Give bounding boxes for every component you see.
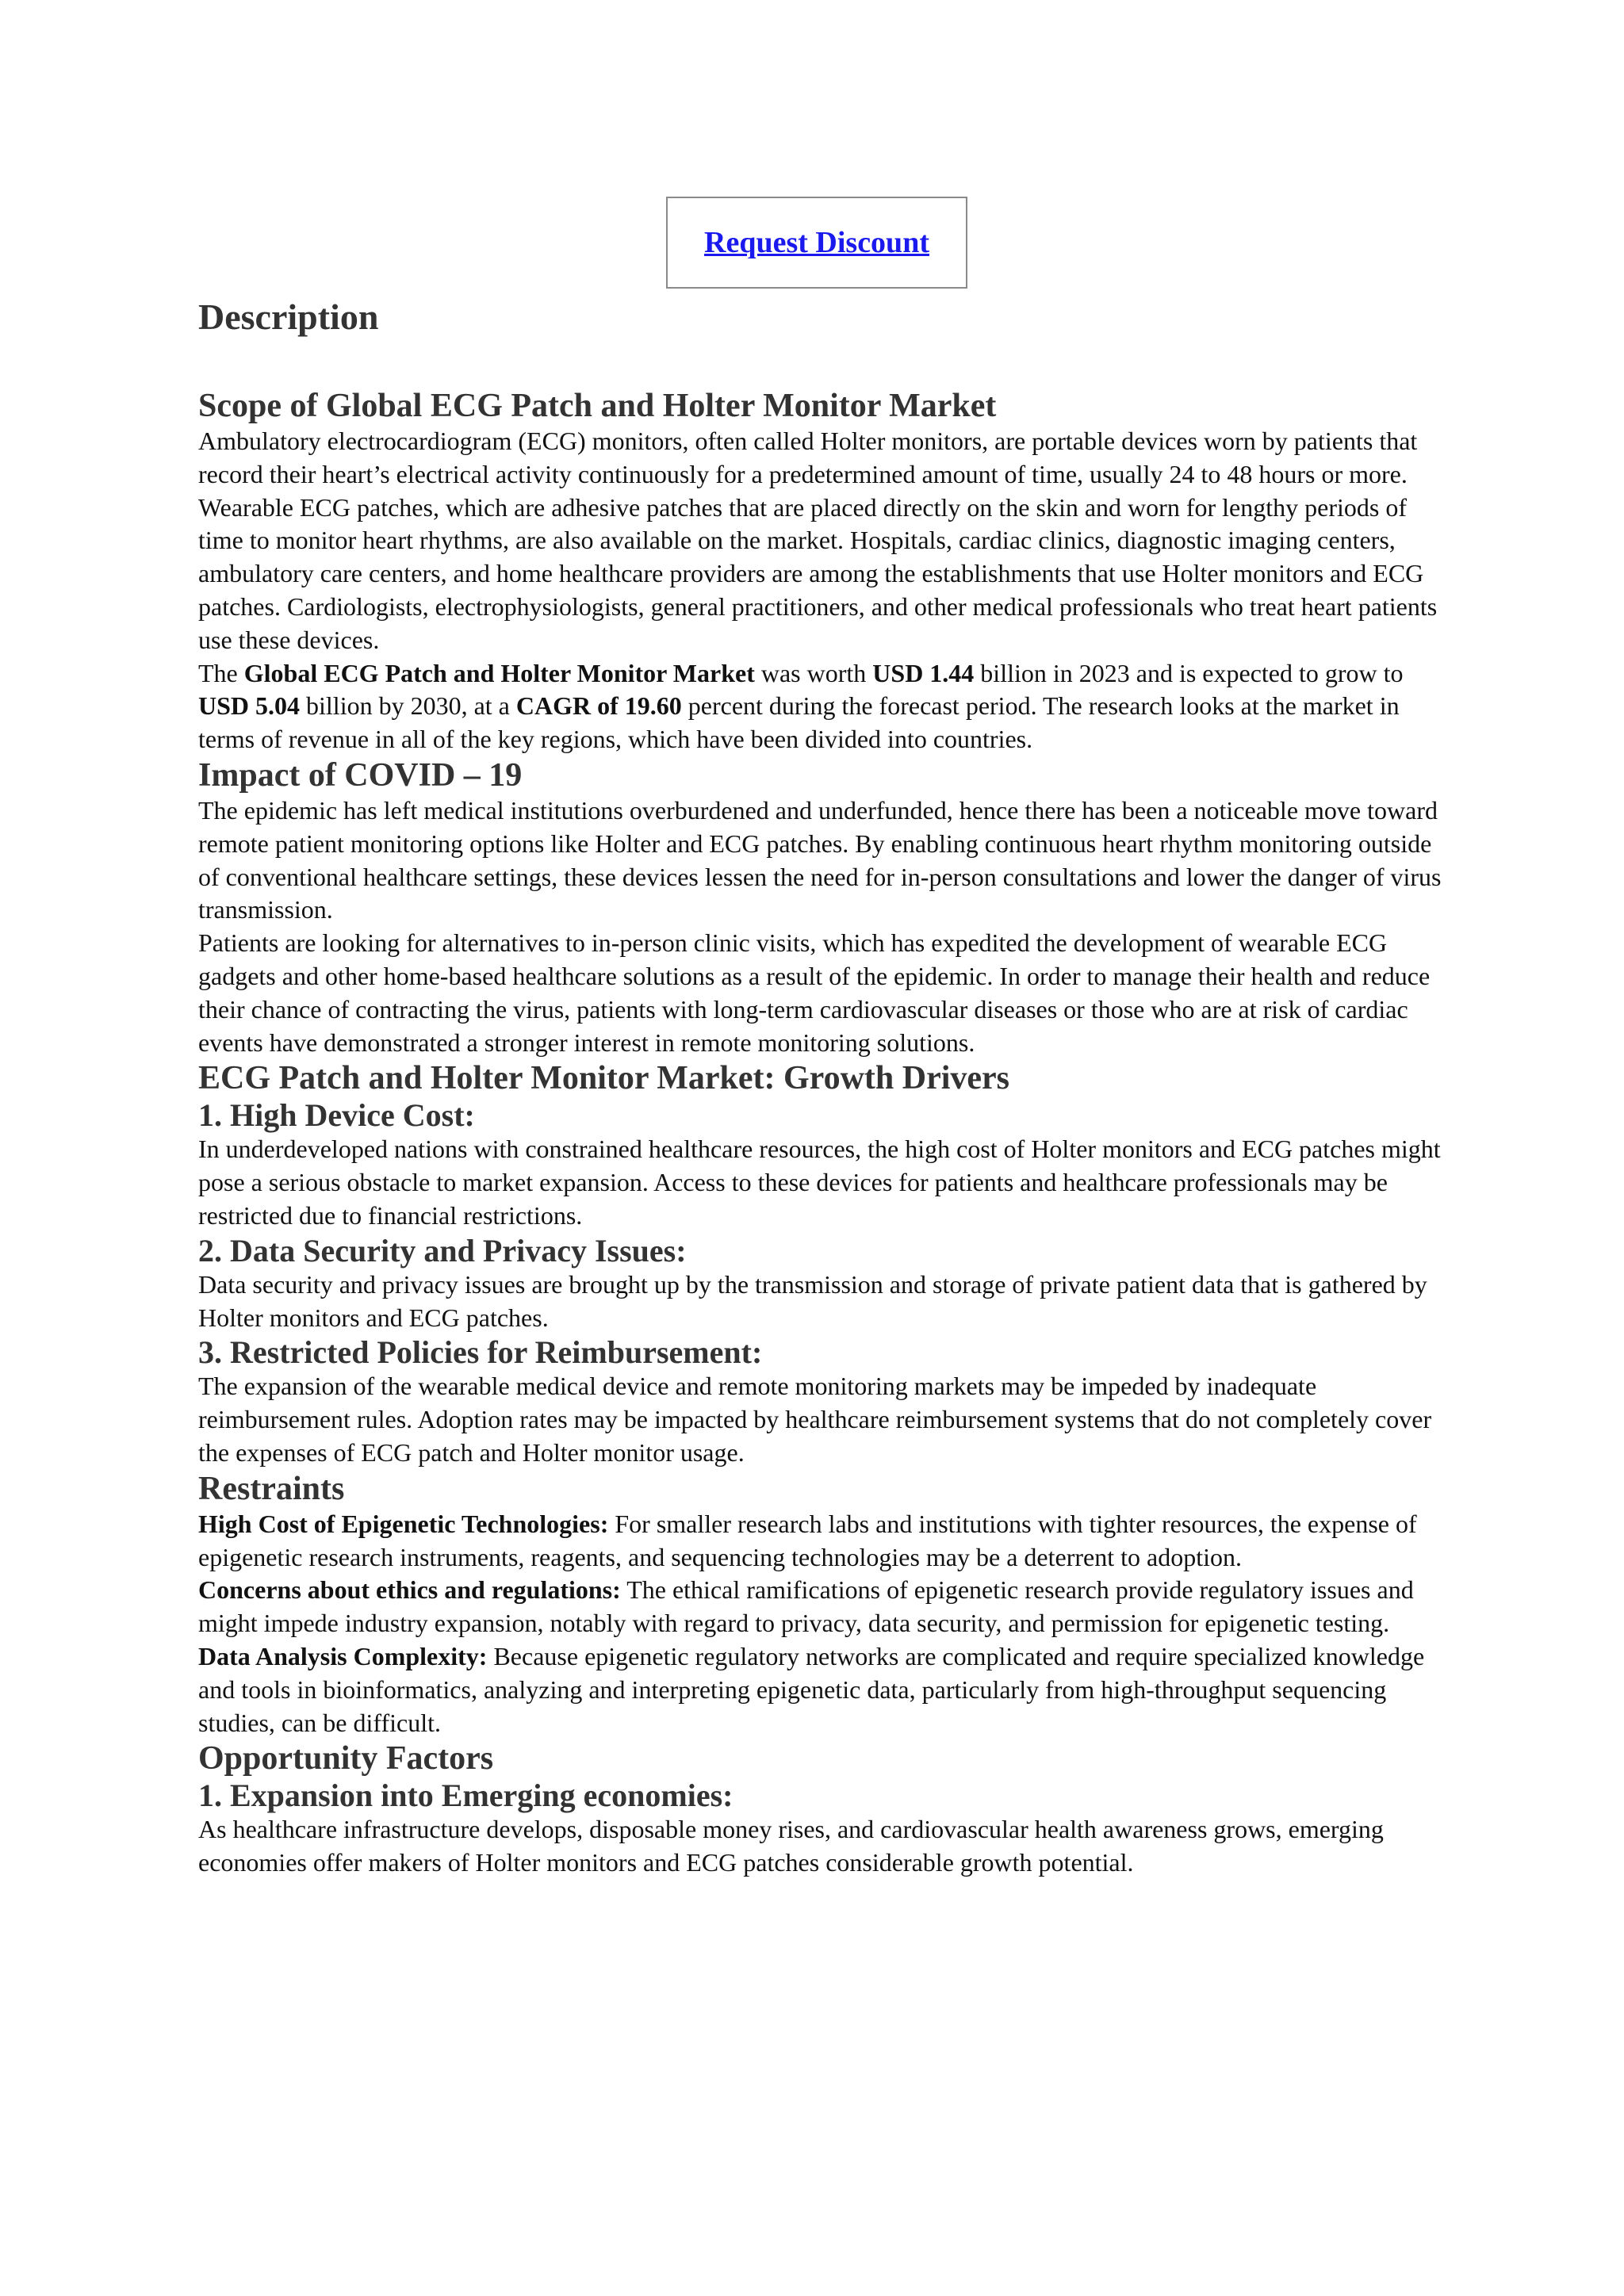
market-value-2030: USD 5.04 — [198, 691, 301, 721]
request-discount-link[interactable]: Request Discount — [704, 226, 929, 259]
cagr-value: CAGR of 19.60 — [515, 691, 682, 721]
spacer — [198, 342, 1451, 387]
restraints-heading: Restraints — [198, 1470, 345, 1507]
restraint-text: For smaller research labs and institutions with tighter resources, the expense of epigenetic research instruments, reagents, and sequencing technologies may be a deterrent to adoption. — [198, 1509, 1417, 1571]
scope-paragraph-2: Wearable ECG patches, which are adhesive patches that are placed directly on the skin and worn for lengthy periods of time to monitor heart rhythms, are also available on the market. Hospitals, cardiac clinics, diagnostic imaging centers, ambulatory care centers, and home healthcare providers are among the establishments that use Holter monitors and ECG patches. Cardiologists, electrophysiologists, general practitioners, and other medical professionals who treat heart patients use these devices. — [198, 492, 1438, 654]
text-run: The — [198, 658, 244, 687]
driver-text: Data security and privacy issues are brought up by the transmission and storage of private patient data that is gathered by Holter monitors and ECG patches. — [198, 1269, 1427, 1332]
driver-text: The expansion of the wearable medical device and remote monitoring markets may be impeded by inadequate reimbursement rules. Adoption rates may be impacted by healthcare reimbursement systems that do not completely cover the expenses of ECG patch and Holter monitor usage. — [198, 1372, 1432, 1467]
restraint-text: Because epigenetic regulatory networks are complicated and require specialized knowledge and tools in bioinformatics, analyzing and interpreting epigenetic data, particularly from high-throughput sequencing studies, can be difficult. — [198, 1641, 1425, 1737]
opportunity-heading: Opportunity Factors — [198, 1740, 494, 1777]
text-run: was worth — [754, 658, 873, 687]
opportunity-title: 1. Expansion into Emerging economies: — [198, 1777, 733, 1814]
drivers-heading: ECG Patch and Holter Monitor Market: Growth Drivers — [198, 1060, 1010, 1097]
scope-paragraph-1: Ambulatory electrocardiogram (ECG) monitors, often called Holter monitors, are portable devices worn by patients that record their heart’s electrical activity continuously for a predetermined amount of time, usually 24 to 48 hours or more. — [198, 427, 1418, 488]
driver-text: In underdeveloped nations with constrained healthcare resources, the high cost of Holter monitors and ECG patches might pose a serious obstacle to market expansion. Access to these devices for patients and healthcare professionals may be restricted due to financial restrictions. — [198, 1135, 1441, 1230]
description-title: Description — [198, 297, 379, 337]
driver-title: 2. Data Security and Privacy Issues: — [198, 1232, 687, 1269]
opportunity-text: As healthcare infrastructure develops, disposable money rises, and cardiovascular health awareness grows, emerging economies offer makers of Holter monitors and ECG patches considerable growth potential. — [198, 1815, 1384, 1877]
market-name: Global ECG Patch and Holter Monitor Market — [243, 658, 755, 687]
document-body — [198, 292, 1451, 1880]
restraint-label: High Cost of Epigenetic Technologies: — [198, 1509, 609, 1538]
text-run: billion in 2023 and is expected to grow to — [974, 658, 1404, 687]
restraint-item — [198, 1574, 1451, 1640]
covid-paragraph-1: The epidemic has left medical institutions overburdened and underfunded, hence there has been a noticeable move toward remote patient monitoring options like Holter and ECG patches. By enabling continuous heart rhythm monitoring outside of conventional healthcare settings, these devices lessen the need for in-person consultations and lower the danger of virus transmission. — [198, 795, 1442, 924]
request-discount-box — [666, 197, 967, 289]
restraint-item — [198, 1640, 1451, 1739]
text-run: percent during the forecast period. The research looks at the market in terms of revenue in all of the key regions, which have been divided into countries. — [198, 691, 1400, 754]
market-value-2023: USD 1.44 — [872, 658, 975, 687]
driver-title: 1. High Device Cost: — [198, 1097, 475, 1134]
covid-paragraph-2: Patients are looking for alternatives to in-person clinic visits, which has expedited the development of wearable ECG gadgets and other home-based healthcare solutions as a result of the epidemic. In order to manage their health and reduce their chance of contracting the virus, patients with long-term cardiovascular diseases or those who are at risk of cardiac events have demonstrated a stronger interest in remote monitoring solutions. — [198, 928, 1431, 1057]
restraint-text: The ethical ramifications of epigenetic research provide regulatory issues and might impede industry expansion, notably with regard to privacy, data security, and permission for epigenetic testing. — [198, 1575, 1414, 1638]
text-run: billion by 2030, at a — [300, 691, 516, 721]
restraint-label: Concerns about ethics and regulations: — [198, 1575, 621, 1605]
covid-heading: Impact of COVID – 19 — [198, 756, 523, 794]
restraint-item — [198, 1508, 1451, 1575]
scope-heading: Scope of Global ECG Patch and Holter Monitor Market — [198, 388, 997, 424]
restraint-label: Data Analysis Complexity: — [198, 1641, 488, 1670]
driver-title: 3. Restricted Policies for Reimbursement: — [198, 1334, 763, 1371]
scope-paragraph-3 — [198, 657, 1451, 756]
